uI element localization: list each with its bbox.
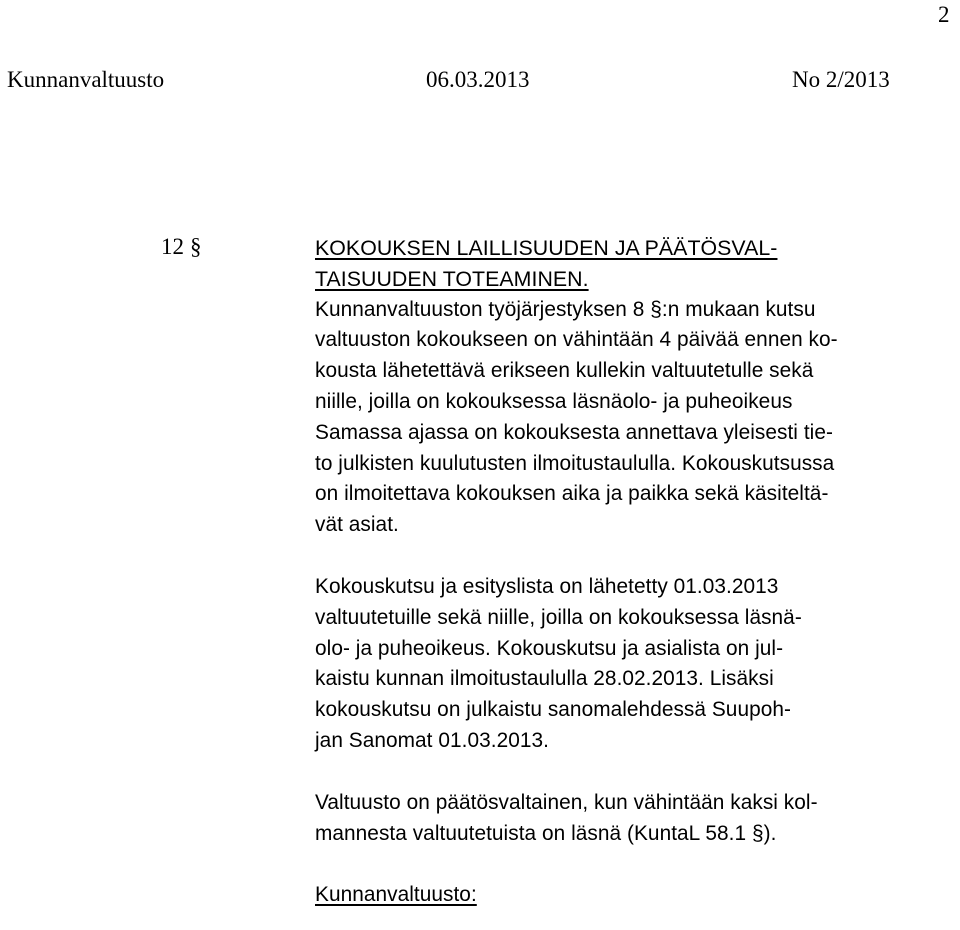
footer-heading: Kunnanvaltuusto: bbox=[315, 883, 477, 907]
header-organization: Kunnanvaltuusto bbox=[7, 67, 165, 92]
paragraph-line: niille, joilla on kokouksessa läsnäolo- ja puheoikeus bbox=[315, 389, 793, 413]
paragraph-line: to julkisten kuulutusten ilmoitustaululla. Kokouskutsussa bbox=[315, 451, 835, 475]
paragraph-line: kaistu kunnan ilmoitustaululla 28.02.2013. Lisäksi bbox=[315, 667, 774, 691]
paragraph-line: Kokouskutsu ja esityslista on lähetetty 01.03.2013 bbox=[315, 574, 779, 598]
section-title-line: KOKOUKSEN LAILLISUUDEN JA PÄÄTÖSVAL- bbox=[315, 236, 778, 260]
paragraph-line: on ilmoitettava kokouksen aika ja paikka sekä käsiteltä- bbox=[315, 482, 829, 506]
paragraph-line: kokouskutsu on julkaistu sanomalehdessä Suupoh- bbox=[315, 698, 791, 722]
paragraph-line: jan Sanomat 01.03.2013. bbox=[315, 728, 549, 752]
paragraph-line: olo- ja puheoikeus. Kokouskutsu ja asialista on jul- bbox=[315, 636, 784, 660]
page-number: 2 bbox=[938, 2, 950, 27]
paragraph-line: vät asiat. bbox=[315, 513, 399, 537]
section-body bbox=[315, 233, 960, 911]
paragraph-line: Valtuusto on päätösvaltainen, kun vähintään kaksi kol- bbox=[315, 790, 818, 814]
paragraph-line: Kunnanvaltuuston työjärjestyksen 8 §:n mukaan kutsu bbox=[315, 297, 816, 321]
paragraph-line: kousta lähetettävä erikseen kullekin valtuutetulle sekä bbox=[315, 359, 814, 383]
section-title-line: TAISUUDEN TOTEAMINEN. bbox=[315, 266, 589, 291]
paragraph-line: valtuuston kokoukseen on vähintään 4 päivää ennen ko- bbox=[315, 328, 838, 352]
paragraph-line: mannesta valtuutetuista on läsnä (KuntaL 58.1 §). bbox=[315, 821, 777, 845]
header-date: 06.03.2013 bbox=[426, 67, 530, 92]
header-document-number: No 2/2013 bbox=[792, 67, 890, 92]
section-number: 12 bbox=[161, 234, 184, 259]
section-symbol: § bbox=[190, 234, 202, 259]
paragraph-line: valtuutetuille sekä niille, joilla on kokouksessa läsnä- bbox=[315, 605, 802, 629]
paragraph-line: Samassa ajassa on kokouksesta annettava yleisesti tie- bbox=[315, 420, 833, 444]
